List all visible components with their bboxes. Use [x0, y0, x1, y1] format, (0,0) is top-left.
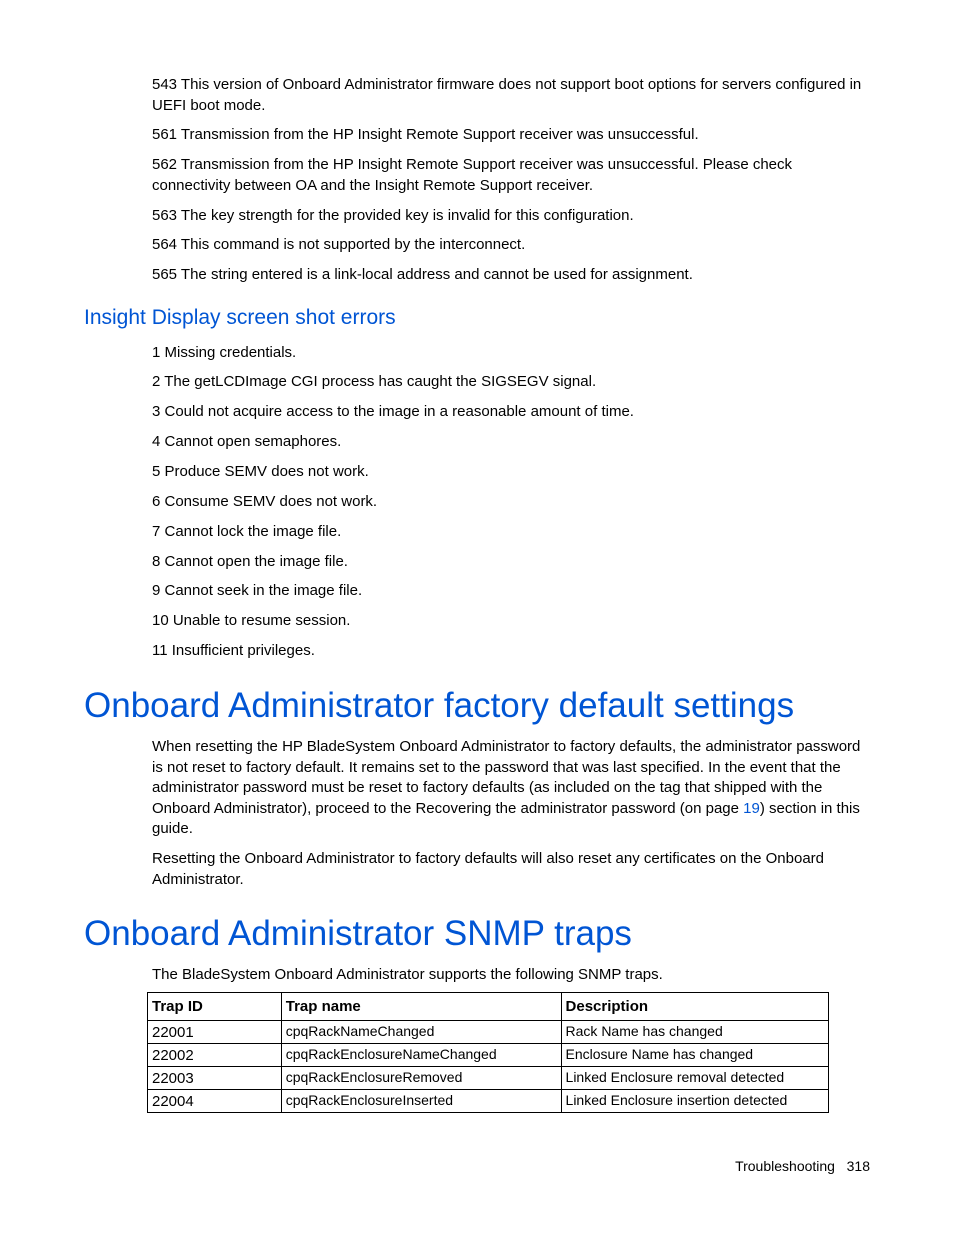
- trap-name-cell: cpqRackEnclosureRemoved: [281, 1067, 561, 1090]
- snmp-traps-table: [147, 992, 829, 1113]
- error-565: 565 The string entered is a link-local address and cannot be used for assignment.: [152, 266, 693, 283]
- factory-text-after: ) section in this guide.: [152, 799, 860, 837]
- factory-text-before: When resetting the HP BladeSystem Onboard Administrator to factory defaults, the administrator password is not reset to factory default. It remains set to the password that was last specified. In the event that the administrator password must be reset to factory defaults (as included on the tag that shipped with the Onboard Administrator), proceed to the Recovering the administrator password (on page: [152, 738, 861, 817]
- column-header-trap-id: Trap ID: [148, 993, 282, 1021]
- insight-error-item: 7 Cannot lock the image file.: [152, 523, 342, 540]
- table-header-row: [148, 993, 829, 1021]
- table-row: [148, 1090, 829, 1113]
- page-number: 318: [846, 1158, 870, 1174]
- trap-id-cell: 22004: [148, 1090, 282, 1113]
- error-561: 561 Transmission from the HP Insight Remote Support receiver was unsuccessful.: [152, 126, 699, 143]
- error-563: 563 The key strength for the provided key is invalid for this configuration.: [152, 207, 634, 224]
- insight-error-item: 5 Produce SEMV does not work.: [152, 463, 369, 480]
- page-footer: [700, 1158, 870, 1174]
- trap-id-cell: 22001: [148, 1021, 282, 1044]
- column-header-description: Description: [561, 993, 828, 1021]
- snmp-intro: The BladeSystem Onboard Administrator supports the following SNMP traps.: [152, 966, 663, 983]
- trap-name-cell: cpqRackNameChanged: [281, 1021, 561, 1044]
- insight-error-item: 3 Could not acquire access to the image in a reasonable amount of time.: [152, 403, 634, 420]
- trap-name-cell: cpqRackEnclosureInserted: [281, 1090, 561, 1113]
- page-link[interactable]: 19: [743, 799, 760, 817]
- error-564: 564 This command is not supported by the interconnect.: [152, 236, 526, 253]
- table-row: [148, 1067, 829, 1090]
- insight-error-item: 10 Unable to resume session.: [152, 612, 351, 629]
- snmp-heading: Onboard Administrator SNMP traps: [84, 914, 632, 953]
- trap-description-cell: Enclosure Name has changed: [561, 1044, 828, 1067]
- factory-paragraph-1: [152, 737, 872, 840]
- trap-id-cell: 22002: [148, 1044, 282, 1067]
- error-562: 562 Transmission from the HP Insight Remote Support receiver was unsuccessful. Please check connectivity between OA and the Insight Remote Support receiver.: [152, 156, 793, 194]
- factory-paragraph-2: Resetting the Onboard Administrator to factory defaults will also reset any certificates on the Onboard Administrator.: [152, 850, 825, 888]
- insight-error-item: 4 Cannot open semaphores.: [152, 433, 342, 450]
- factory-heading: Onboard Administrator factory default settings: [84, 686, 795, 725]
- footer-section: Troubleshooting: [735, 1158, 835, 1174]
- insight-error-item: 6 Consume SEMV does not work.: [152, 493, 378, 510]
- insight-heading: Insight Display screen shot errors: [84, 306, 396, 329]
- trap-description-cell: Rack Name has changed: [561, 1021, 828, 1044]
- trap-id-cell: 22003: [148, 1067, 282, 1090]
- trap-description-cell: Linked Enclosure insertion detected: [561, 1090, 828, 1113]
- column-header-trap-name: Trap name: [281, 993, 561, 1021]
- insight-error-item: 2 The getLCDImage CGI process has caught the SIGSEGV signal.: [152, 373, 597, 390]
- insight-error-item: 1 Missing credentials.: [152, 344, 297, 361]
- table-row: [148, 1021, 829, 1044]
- trap-description-cell: Linked Enclosure removal detected: [561, 1067, 828, 1090]
- trap-name-cell: cpqRackEnclosureNameChanged: [281, 1044, 561, 1067]
- insight-error-item: 11 Insufficient privileges.: [152, 642, 315, 659]
- insight-error-item: 8 Cannot open the image file.: [152, 553, 348, 570]
- insight-error-item: 9 Cannot seek in the image file.: [152, 582, 363, 599]
- table-row: [148, 1044, 829, 1067]
- error-543: 543 This version of Onboard Administrator firmware does not support boot options for servers configured in UEFI boot mode.: [152, 76, 862, 114]
